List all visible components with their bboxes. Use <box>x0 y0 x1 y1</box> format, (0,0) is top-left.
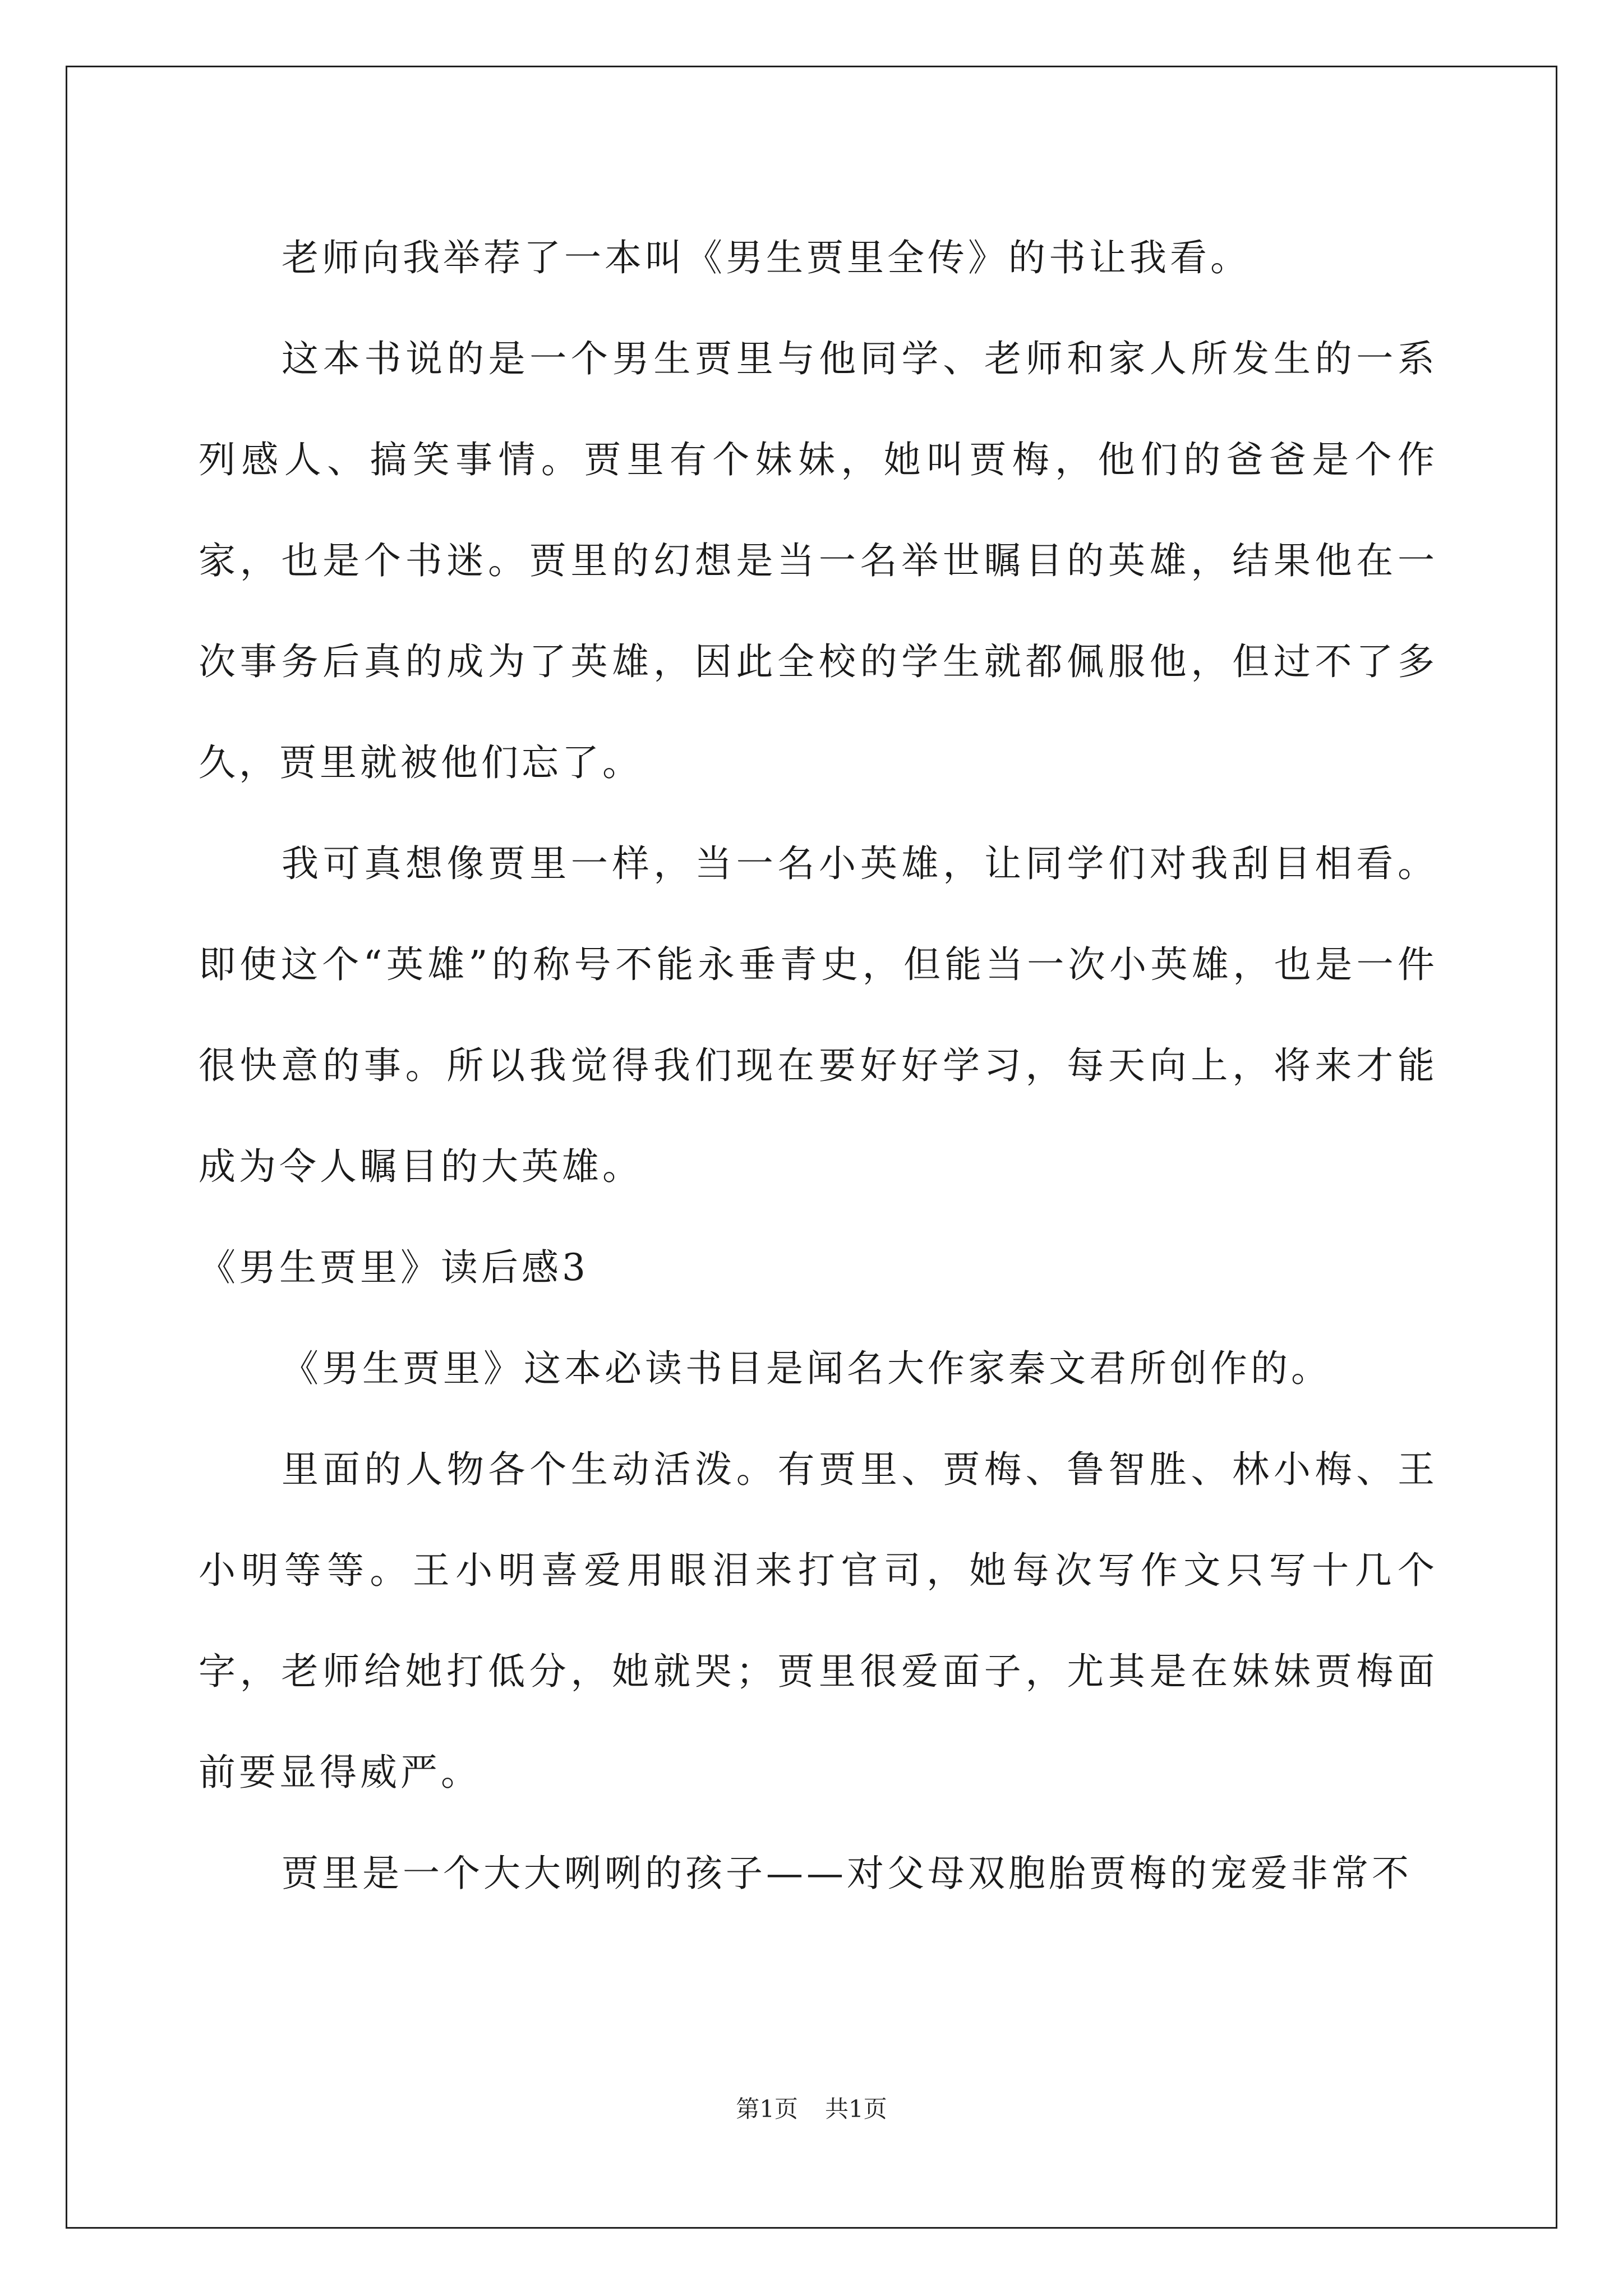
paragraph-4: 《男生贾里》这本必读书目是闻名大作家秦文君所创作的。 <box>282 1347 1331 1390</box>
document-body <box>199 208 1438 1924</box>
page-number: 第1页 <box>736 2095 798 2123</box>
section-heading: 《男生贾里》读后感3 <box>199 1246 589 1289</box>
paragraph-6: 贾里是一个大大咧咧的孩子——对父母双胞胎贾梅的宠爱非常不 <box>282 1852 1412 1895</box>
paragraph-3: 我可真想像贾里一样，当一名小英雄，让同学们对我刮目相看。即使这个“英雄”的称号不能永垂青史，但能当一次小英雄，也是一件很快意的事。所以我觉得我们现在要好好学习，每天向上，将来才能成为令人瞩目的大英雄。 <box>199 842 1438 1188</box>
paragraph-2: 这本书说的是一个男生贾里与他同学、老师和家人所发生的一系列感人、搞笑事情。贾里有个妹妹，她叫贾梅，他们的爸爸是个作家，也是个书迷。贾里的幻想是当一名举世瞩目的英雄，结果他在一次事务后真的成为了英雄，因此全校的学生就都佩服他，但过不了多久，贾里就被他们忘了。 <box>199 337 1438 784</box>
paragraph-1: 老师向我举荐了一本叫《男生贾里全传》的书让我看。 <box>282 236 1251 279</box>
page-footer <box>0 2092 1623 2126</box>
page-total: 共1页 <box>825 2095 887 2123</box>
paragraph-5: 里面的人物各个生动活泼。有贾里、贾梅、鲁智胜、林小梅、王小明等等。王小明喜爱用眼泪来打官司，她每次写作文只写十几个字，老师给她打低分，她就哭；贾里很爱面子，尤其是在妹妹贾梅面前要显得威严。 <box>199 1448 1438 1794</box>
